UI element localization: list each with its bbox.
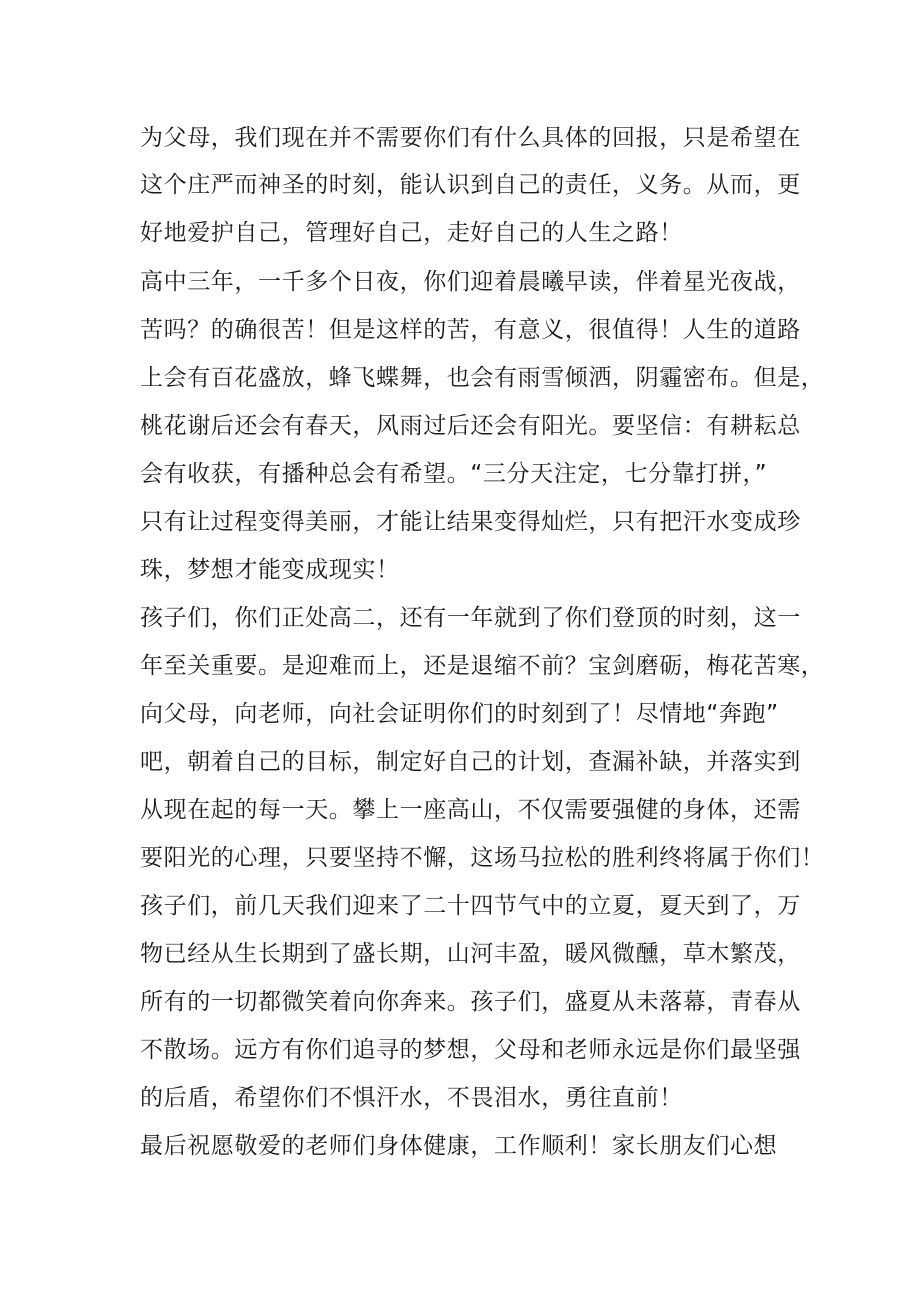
text-line: 最后祝愿敬爱的老师们身体健康，工作顺利！家长朋友们心想 [140,1133,778,1159]
text-line: 从现在起的每一天。攀上一座高山，不仅需要强健的身体，还需 [140,797,801,823]
text-line: 孩子们，前几天我们迎来了二十四节气中的立夏，夏天到了，万 [140,893,801,919]
text-line: 吧，朝着自己的目标，制定好自己的计划，查漏补缺，并落实到 [140,749,801,775]
text-line: 年至关重要。是迎难而上，还是退缩不前？宝剑磨砺，梅花苦寒， [140,653,825,679]
text-line: 要阳光的心理，只要坚持不懈，这场马拉松的胜利终将属于你们！ [140,845,825,871]
text-line: 上会有百花盛放，蜂飞蝶舞，也会有雨雪倾洒，阴霾密布。但是， [140,365,825,391]
text-line: 这个庄严而神圣的时刻，能认识到自己的责任，义务。从而，更 [140,172,801,198]
text-line: 会有收获，有播种总会有希望。“三分天注定，七分靠打拼，” [140,461,768,487]
text-line: 好地爱护自己，管理好自己，走好自己的人生之路！ [140,220,683,246]
text-line: 桃花谢后还会有春天，风雨过后还会有阳光。要坚信：有耕耘总 [140,413,801,439]
text-line: 为父母，我们现在并不需要你们有什么具体的回报，只是希望在 [140,125,801,151]
text-line: 孩子们，你们正处高二，还有一年就到了你们登顶的时刻，这一 [140,605,801,631]
text-line: 不散场。远方有你们追寻的梦想，父母和老师永远是你们最坚强 [140,1037,801,1063]
text-line: 向父母，向老师，向社会证明你们的时刻到了！尽情地“奔跑” [140,701,779,727]
text-line: 只有让过程变得美丽，才能让结果变得灿烂，只有把汗水变成珍 [140,509,801,535]
text-line: 珠，梦想才能变成现实！ [140,557,400,583]
text-line: 所有的一切都微笑着向你奔来。孩子们，盛夏从未落幕，青春从 [140,989,801,1015]
text-line: 物已经从生长期到了盛长期，山河丰盈，暖风微醺，草木繁茂， [140,941,801,967]
text-line: 高中三年，一千多个日夜，你们迎着晨曦早读，伴着星光夜战， [140,269,801,295]
text-line: 苦吗？的确很苦！但是这样的苦，有意义，很值得！人生的道路 [140,317,801,343]
text-line: 的后盾，希望你们不惧汗水，不畏泪水，勇往直前！ [140,1085,683,1111]
